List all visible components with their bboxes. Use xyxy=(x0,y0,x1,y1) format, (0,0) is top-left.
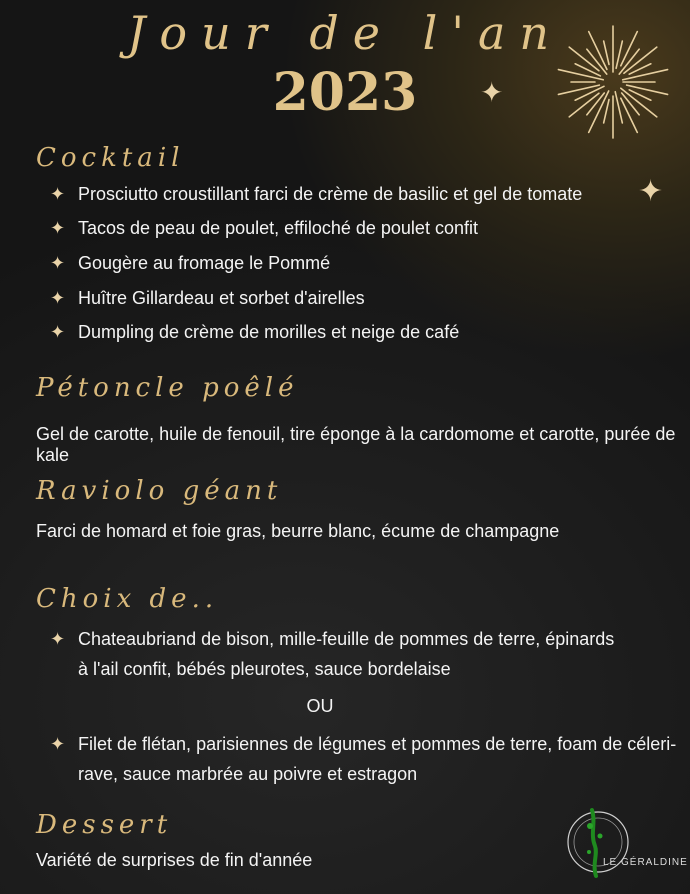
section-title-dessert: Dessert xyxy=(36,810,173,840)
section-title-raviolo: Raviolo géant xyxy=(36,476,283,506)
four-point-star-icon: ✦ xyxy=(50,322,66,342)
four-point-star-icon: ✦ xyxy=(50,253,66,273)
choice-option-1: ✦ Chateaubriand de bison, mille-feuille de pommes de terre, épinards à l'ail confit, bébés pleurotes, sauce bordelaise xyxy=(50,624,680,684)
choice-separator: OU xyxy=(306,696,334,716)
dish-description: Variété de surprises de fin d'année xyxy=(36,850,313,870)
list-item: ✦ Prosciutto croustillant farci de crème de basilic et gel de tomate xyxy=(50,180,582,209)
menu-title: Jour de l'an xyxy=(126,6,564,60)
list-item: ✦ Huître Gillardeau et sorbet d'airelles xyxy=(50,284,365,313)
logo-text: LE GÉRALDINE xyxy=(603,857,688,868)
list-item: ✦ Dumpling de crème de morilles et neige de café xyxy=(50,318,459,347)
four-point-star-icon: ✦ xyxy=(50,734,66,754)
choice-option-2: ✦ Filet de flétan, parisiennes de légumes et pommes de terre, foam de céleri-rave, sauce marbrée au poivre et estragon xyxy=(50,729,680,789)
menu-year: 2023 xyxy=(272,62,418,123)
sparkle-star-icon: ✦ xyxy=(638,174,664,209)
section-title-petoncle: Pétoncle poêlé xyxy=(36,373,299,403)
section-title-choix: Choix de.. xyxy=(36,584,219,614)
four-point-star-icon: ✦ xyxy=(50,184,66,204)
four-point-star-icon: ✦ xyxy=(50,629,66,649)
restaurant-logo xyxy=(562,802,642,882)
section-title-cocktail: Cocktail xyxy=(36,143,185,173)
list-item: ✦ Gougère au fromage le Pommé xyxy=(50,249,330,278)
dish-description: Gel de carotte, huile de fenouil, tire éponge à la cardomome et carotte, purée de kale xyxy=(36,424,676,465)
four-point-star-icon: ✦ xyxy=(50,288,66,308)
dish-description: Farci de homard et foie gras, beurre blanc, écume de champagne xyxy=(36,521,560,541)
list-item: ✦ Tacos de peau de poulet, effiloché de poulet confit xyxy=(50,214,478,243)
four-point-star-icon: ✦ xyxy=(50,218,66,238)
sparkle-star-icon: ✦ xyxy=(480,76,504,109)
